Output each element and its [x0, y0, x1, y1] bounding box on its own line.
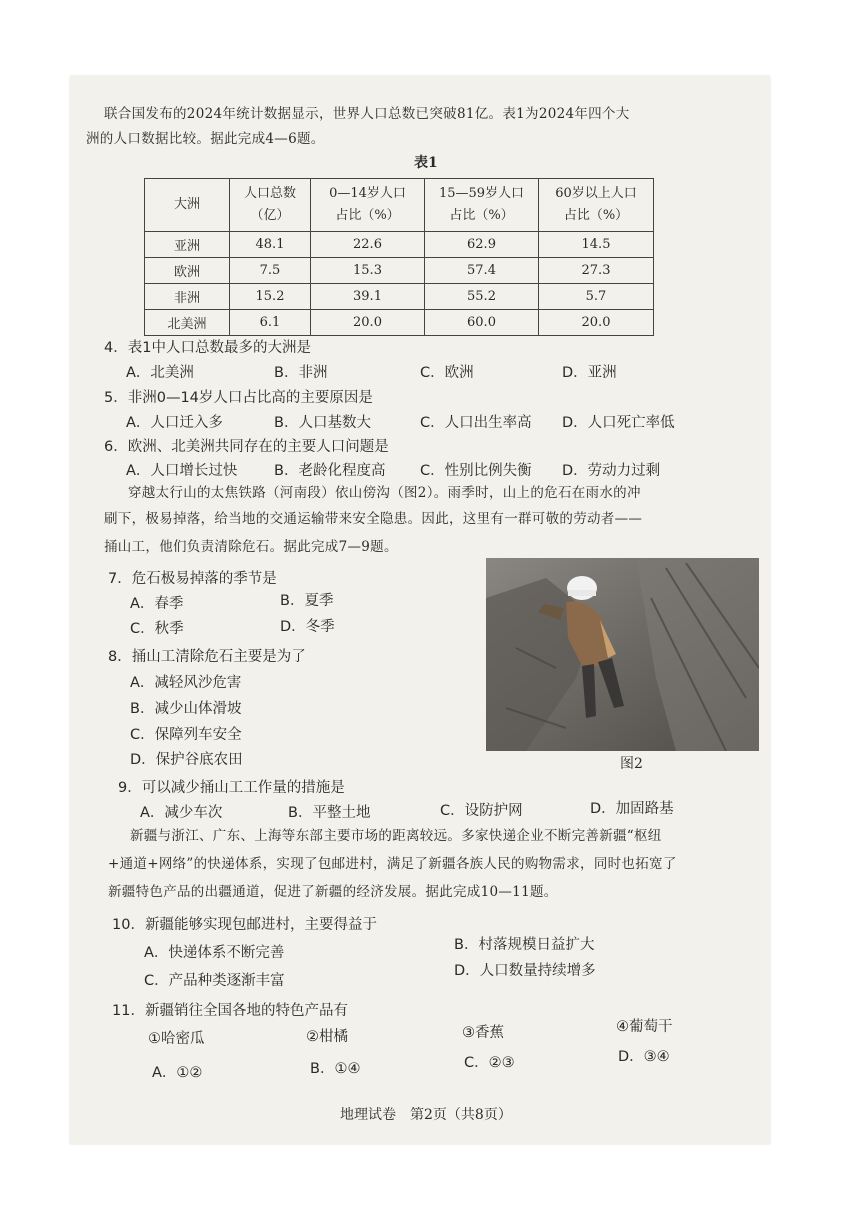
header-cell	[311, 179, 425, 232]
table-cell: 20.0	[539, 310, 654, 336]
q9-option-c: C．设防护网	[440, 803, 523, 819]
passage2-line-1: 穿越太行山的太焦铁路（河南段）依山傍沟（图2）。雨季时，山上的危石在雨水的冲	[128, 485, 641, 501]
exam-page	[70, 76, 770, 1144]
q7-stem: 7．危石极易掉落的季节是	[108, 571, 277, 587]
q8-option-a: A．减轻风沙危害	[130, 675, 242, 691]
q7-option-c: C．秋季	[130, 621, 184, 637]
table-cell: 62.9	[425, 232, 539, 258]
table-cell: 57.4	[425, 258, 539, 284]
passage3-line-3: 新疆特色产品的出疆通道，促进了新疆的经济发展。据此完成10—11题。	[108, 884, 558, 900]
table-header-row	[145, 179, 654, 232]
q5-option-a: A．人口迁入多	[126, 415, 223, 431]
header-text: 占比（%）	[449, 208, 514, 223]
table-cell: 非洲	[145, 284, 230, 310]
q11-option-a: A．①②	[152, 1065, 203, 1081]
intro-line-1: 联合国发布的2024年统计数据显示，世界人口总数已突破81亿。表1为2024年四个大	[104, 106, 630, 122]
q8-option-b: B．减少山体滑坡	[130, 701, 242, 717]
q8-option-c: C．保障列车安全	[130, 727, 242, 743]
q9-option-d: D．加固路基	[590, 801, 674, 817]
q7-option-b: B．夏季	[280, 593, 334, 609]
table-cell: 北美洲	[145, 310, 230, 336]
figure-2-caption: 图2	[620, 756, 643, 772]
table-cell: 15.3	[311, 258, 425, 284]
header-cell	[539, 179, 654, 232]
header-text: 0—14岁人口	[329, 185, 406, 201]
q10-option-c: C．产品种类逐渐丰富	[144, 973, 285, 989]
q7-option-a: A．春季	[130, 596, 184, 612]
table-cell: 20.0	[311, 310, 425, 336]
q4-option-c: C．欧洲	[420, 365, 474, 381]
q9-option-a: A．减少车次	[140, 805, 223, 821]
q11-item-4: ④葡萄干	[616, 1019, 673, 1035]
q10-option-a: A．快递体系不断完善	[144, 945, 285, 961]
q5-option-b: B．人口基数大	[274, 415, 371, 431]
q4-option-d: D．亚洲	[562, 365, 617, 381]
header-text: 15—59岁人口	[438, 185, 525, 201]
header-text: 人口总数	[243, 185, 296, 201]
table-cell: 14.5	[539, 232, 654, 258]
header-text: 占比（%）	[335, 208, 400, 223]
q10-option-b: B．村落规模日益扩大	[454, 937, 595, 953]
header-text: 大洲	[173, 196, 200, 212]
q9-stem: 9．可以减少捅山工工作量的措施是	[118, 780, 345, 796]
table-cell: 60.0	[425, 310, 539, 336]
table-row	[145, 284, 654, 310]
q4-stem: 4．表1中人口总数最多的大洲是	[104, 340, 311, 356]
q6-option-d: D．劳动力过剩	[562, 463, 661, 479]
q11-item-1: ①哈密瓜	[148, 1031, 205, 1047]
table-cell: 27.3	[539, 258, 654, 284]
table-row	[145, 258, 654, 284]
table-cell: 6.1	[230, 310, 311, 336]
table-cell: 欧洲	[145, 258, 230, 284]
q7-option-d: D．冬季	[280, 619, 335, 635]
q11-stem: 11．新疆销往全国各地的特色产品有	[112, 1003, 348, 1019]
population-table	[144, 178, 654, 336]
q8-option-d: D．保护谷底农田	[130, 752, 243, 768]
passage2-line-2: 刷下，极易掉落，给当地的交通运输带来安全隐患。因此，这里有一群可敬的劳动者——	[104, 511, 643, 527]
table-caption: 表1	[414, 155, 438, 171]
q11-item-2: ②柑橘	[306, 1029, 348, 1045]
header-cell	[145, 179, 230, 232]
q11-option-d: D．③④	[618, 1049, 670, 1065]
q10-stem: 10．新疆能够实现包邮进村，主要得益于	[112, 917, 377, 933]
q5-option-c: C．人口出生率高	[420, 415, 532, 431]
passage3-line-2: +通道+网络”的快递体系，实现了包邮进村，满足了新疆各族人民的购物需求，同时也拓宽了	[108, 856, 677, 872]
header-cell	[230, 179, 311, 232]
table-cell: 39.1	[311, 284, 425, 310]
q11-option-c: C．②③	[464, 1055, 515, 1071]
passage2-line-3: 捅山工，他们负责清除危石。据此完成7—9题。	[104, 539, 398, 555]
table-cell: 48.1	[230, 232, 311, 258]
table-cell: 7.5	[230, 258, 311, 284]
q5-stem: 5．非洲0—14岁人口占比高的主要原因是	[104, 390, 373, 406]
table-row	[145, 232, 654, 258]
q6-stem: 6．欧洲、北美洲共同存在的主要人口问题是	[104, 439, 389, 455]
table-cell: 22.6	[311, 232, 425, 258]
q5-option-d: D．人口死亡率低	[562, 415, 675, 431]
header-cell	[425, 179, 539, 232]
table-row	[145, 310, 654, 336]
table-cell: 亚洲	[145, 232, 230, 258]
q11-option-b: B．①④	[310, 1061, 361, 1077]
q6-option-a: A．人口增长过快	[126, 463, 238, 479]
q4-option-a: A．北美洲	[126, 365, 194, 381]
q4-option-b: B．非洲	[274, 365, 328, 381]
table-cell: 5.7	[539, 284, 654, 310]
header-text: 占比（%）	[563, 208, 629, 223]
intro-line-2: 洲的人口数据比较。据此完成4—6题。	[86, 131, 325, 147]
passage3-line-1: 新疆与浙江、广东、上海等东部主要市场的距离较远。多家快递企业不断完善新疆“枢纽	[130, 828, 662, 844]
q6-option-b: B．老龄化程度高	[274, 463, 386, 479]
q10-option-d: D．人口数量持续增多	[454, 963, 596, 979]
q9-option-b: B．平整土地	[288, 805, 371, 821]
table-cell: 55.2	[425, 284, 539, 310]
header-text: （亿）	[250, 208, 290, 223]
q11-item-3: ③香蕉	[462, 1025, 504, 1041]
cliff-worker-image	[486, 558, 759, 751]
header-text: 60岁以上人口	[555, 185, 637, 201]
q8-stem: 8．捅山工清除危石主要是为了	[108, 649, 306, 665]
page-footer: 地理试卷 第2页（共8页）	[340, 1107, 512, 1123]
table-cell: 15.2	[230, 284, 311, 310]
figure-2-photo	[486, 558, 759, 751]
q6-option-c: C．性别比例失衡	[420, 463, 532, 479]
